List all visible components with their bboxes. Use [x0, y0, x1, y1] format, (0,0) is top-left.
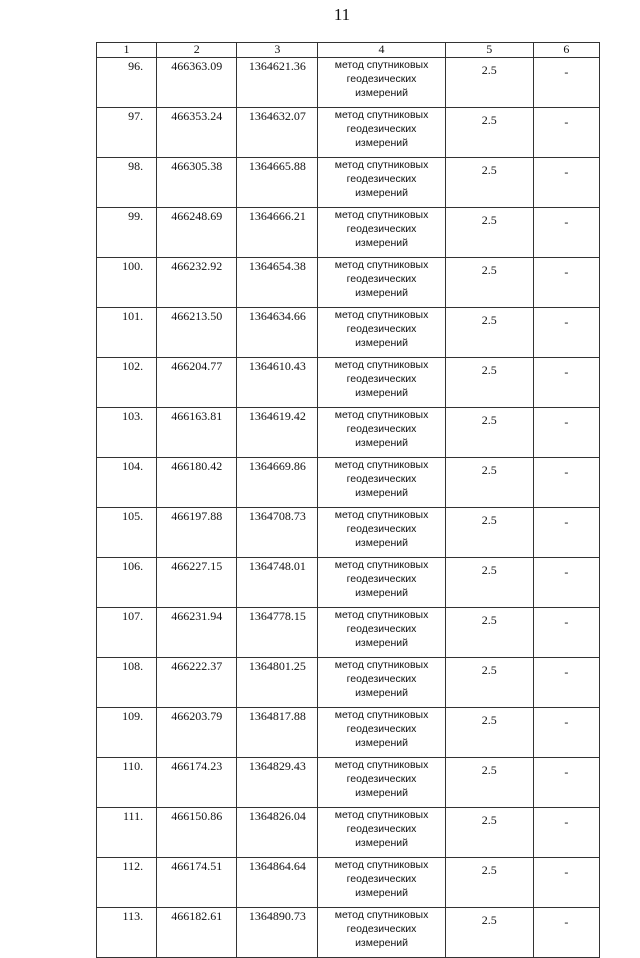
x-coordinate-cell: 466174.23 — [157, 758, 237, 808]
note-cell: - — [533, 58, 599, 108]
accuracy-cell: 2.5 — [445, 458, 533, 508]
x-coordinate-cell: 466163.81 — [157, 408, 237, 458]
accuracy-cell: 2.5 — [445, 858, 533, 908]
table-body — [97, 58, 600, 958]
table-row — [97, 358, 600, 408]
point-number-cell: 113. — [97, 908, 157, 958]
point-number-cell: 108. — [97, 658, 157, 708]
method-cell — [318, 308, 445, 358]
point-number-cell: 106. — [97, 558, 157, 608]
method-line: измерений — [355, 337, 409, 349]
method-line: метод спутниковых — [334, 859, 429, 871]
point-number-cell: 105. — [97, 508, 157, 558]
method-cell — [318, 58, 445, 108]
point-number-cell: 107. — [97, 608, 157, 658]
point-number-cell: 101. — [97, 308, 157, 358]
y-coordinate-cell: 1364666.21 — [237, 208, 318, 258]
method-cell — [318, 358, 445, 408]
page-number: 11 — [333, 5, 351, 24]
point-number-cell: 103. — [97, 408, 157, 458]
method-line: геодезических — [346, 373, 417, 385]
note-cell: - — [533, 158, 599, 208]
method-line: измерений — [355, 237, 409, 249]
x-coordinate-cell: 466203.79 — [157, 708, 237, 758]
accuracy-cell: 2.5 — [445, 708, 533, 758]
point-number-cell: 99. — [97, 208, 157, 258]
table-row — [97, 308, 600, 358]
y-coordinate-cell: 1364669.86 — [237, 458, 318, 508]
y-coordinate-cell: 1364778.15 — [237, 608, 318, 658]
header-col-6: 6 — [533, 43, 599, 58]
table-row — [97, 558, 600, 608]
method-line: метод спутниковых — [334, 59, 429, 71]
method-line: измерений — [355, 537, 409, 549]
header-col-2: 2 — [157, 43, 237, 58]
header-col-3: 3 — [237, 43, 318, 58]
method-line: метод спутниковых — [334, 409, 429, 421]
method-line: геодезических — [346, 823, 417, 835]
table-row — [97, 508, 600, 558]
note-cell: - — [533, 908, 599, 958]
y-coordinate-cell: 1364801.25 — [237, 658, 318, 708]
method-cell — [318, 158, 445, 208]
table-row — [97, 608, 600, 658]
method-line: метод спутниковых — [334, 659, 429, 671]
method-line: измерений — [355, 287, 409, 299]
method-cell — [318, 908, 445, 958]
table-header — [97, 43, 600, 58]
note-cell: - — [533, 708, 599, 758]
table-row — [97, 758, 600, 808]
accuracy-cell: 2.5 — [445, 658, 533, 708]
table-row — [97, 58, 600, 108]
point-number-cell: 111. — [97, 808, 157, 858]
method-line: геодезических — [346, 923, 417, 935]
point-number-cell: 112. — [97, 858, 157, 908]
method-line: измерений — [355, 137, 409, 149]
method-line: метод спутниковых — [334, 809, 429, 821]
point-number-cell: 110. — [97, 758, 157, 808]
method-line: измерений — [355, 887, 409, 899]
y-coordinate-cell: 1364817.88 — [237, 708, 318, 758]
y-coordinate-cell: 1364864.64 — [237, 858, 318, 908]
method-line: измерений — [355, 87, 409, 99]
accuracy-cell: 2.5 — [445, 508, 533, 558]
x-coordinate-cell: 466150.86 — [157, 808, 237, 858]
point-number-cell: 104. — [97, 458, 157, 508]
method-cell — [318, 758, 445, 808]
table-row — [97, 808, 600, 858]
note-cell: - — [533, 608, 599, 658]
accuracy-cell: 2.5 — [445, 58, 533, 108]
table-row — [97, 158, 600, 208]
x-coordinate-cell: 466204.77 — [157, 358, 237, 408]
method-line: метод спутниковых — [334, 509, 429, 521]
x-coordinate-cell: 466197.88 — [157, 508, 237, 558]
y-coordinate-cell: 1364748.01 — [237, 558, 318, 608]
method-cell — [318, 608, 445, 658]
y-coordinate-cell: 1364829.43 — [237, 758, 318, 808]
table-row — [97, 658, 600, 708]
method-cell — [318, 808, 445, 858]
method-line: геодезических — [346, 423, 417, 435]
accuracy-cell: 2.5 — [445, 408, 533, 458]
note-cell: - — [533, 208, 599, 258]
method-line: геодезических — [346, 523, 417, 535]
method-line: измерений — [355, 587, 409, 599]
accuracy-cell: 2.5 — [445, 908, 533, 958]
note-cell: - — [533, 458, 599, 508]
x-coordinate-cell: 466227.15 — [157, 558, 237, 608]
method-line: измерений — [355, 187, 409, 199]
method-cell — [318, 258, 445, 308]
y-coordinate-cell: 1364619.42 — [237, 408, 318, 458]
method-line: метод спутниковых — [334, 309, 429, 321]
method-line: метод спутниковых — [334, 709, 429, 721]
method-line: метод спутниковых — [334, 359, 429, 371]
y-coordinate-cell: 1364632.07 — [237, 108, 318, 158]
note-cell: - — [533, 358, 599, 408]
y-coordinate-cell: 1364890.73 — [237, 908, 318, 958]
method-cell — [318, 558, 445, 608]
point-number-cell: 102. — [97, 358, 157, 408]
method-line: геодезических — [346, 723, 417, 735]
method-line: геодезических — [346, 173, 417, 185]
accuracy-cell: 2.5 — [445, 558, 533, 608]
header-col-4: 4 — [318, 43, 445, 58]
note-cell: - — [533, 808, 599, 858]
point-number-cell: 100. — [97, 258, 157, 308]
method-line: измерений — [355, 737, 409, 749]
x-coordinate-cell: 466222.37 — [157, 658, 237, 708]
x-coordinate-cell: 466353.24 — [157, 108, 237, 158]
table-row — [97, 708, 600, 758]
method-cell — [318, 408, 445, 458]
method-line: метод спутниковых — [334, 609, 429, 621]
method-line: измерений — [355, 637, 409, 649]
table-row — [97, 858, 600, 908]
method-line: измерений — [355, 787, 409, 799]
method-cell — [318, 708, 445, 758]
method-cell — [318, 508, 445, 558]
accuracy-cell: 2.5 — [445, 358, 533, 408]
method-line: геодезических — [346, 873, 417, 885]
accuracy-cell: 2.5 — [445, 308, 533, 358]
method-line: метод спутниковых — [334, 909, 429, 921]
y-coordinate-cell: 1364826.04 — [237, 808, 318, 858]
method-line: метод спутниковых — [334, 109, 429, 121]
x-coordinate-cell: 466248.69 — [157, 208, 237, 258]
method-line: геодезических — [346, 273, 417, 285]
note-cell: - — [533, 258, 599, 308]
table-row — [97, 408, 600, 458]
header-col-5: 5 — [445, 43, 533, 58]
note-cell: - — [533, 108, 599, 158]
method-line: геодезических — [346, 323, 417, 335]
accuracy-cell: 2.5 — [445, 608, 533, 658]
method-cell — [318, 208, 445, 258]
point-number-cell: 109. — [97, 708, 157, 758]
note-cell: - — [533, 558, 599, 608]
note-cell: - — [533, 308, 599, 358]
coordinates-table — [96, 42, 600, 958]
table-row — [97, 458, 600, 508]
x-coordinate-cell: 466232.92 — [157, 258, 237, 308]
table-row — [97, 108, 600, 158]
x-coordinate-cell: 466182.61 — [157, 908, 237, 958]
method-line: геодезических — [346, 123, 417, 135]
note-cell: - — [533, 658, 599, 708]
table-row — [97, 208, 600, 258]
note-cell: - — [533, 508, 599, 558]
method-cell — [318, 658, 445, 708]
method-line: геодезических — [346, 673, 417, 685]
point-number-cell: 97. — [97, 108, 157, 158]
method-line: геодезических — [346, 573, 417, 585]
y-coordinate-cell: 1364621.36 — [237, 58, 318, 108]
y-coordinate-cell: 1364654.38 — [237, 258, 318, 308]
accuracy-cell: 2.5 — [445, 208, 533, 258]
accuracy-cell: 2.5 — [445, 158, 533, 208]
method-line: геодезических — [346, 623, 417, 635]
method-line: геодезических — [346, 473, 417, 485]
accuracy-cell: 2.5 — [445, 108, 533, 158]
y-coordinate-cell: 1364665.88 — [237, 158, 318, 208]
method-line: метод спутниковых — [334, 459, 429, 471]
method-line: метод спутниковых — [334, 209, 429, 221]
method-line: метод спутниковых — [334, 759, 429, 771]
method-line: метод спутниковых — [334, 559, 429, 571]
x-coordinate-cell: 466231.94 — [157, 608, 237, 658]
x-coordinate-cell: 466180.42 — [157, 458, 237, 508]
method-line: измерений — [355, 687, 409, 699]
method-line: геодезических — [346, 223, 417, 235]
method-line: метод спутниковых — [334, 159, 429, 171]
method-line: геодезических — [346, 773, 417, 785]
method-cell — [318, 458, 445, 508]
method-line: измерений — [355, 387, 409, 399]
method-line: метод спутниковых — [334, 259, 429, 271]
method-line: измерений — [355, 937, 409, 949]
note-cell: - — [533, 758, 599, 808]
y-coordinate-cell: 1364634.66 — [237, 308, 318, 358]
accuracy-cell: 2.5 — [445, 758, 533, 808]
x-coordinate-cell: 466363.09 — [157, 58, 237, 108]
method-line: измерений — [355, 437, 409, 449]
y-coordinate-cell: 1364610.43 — [237, 358, 318, 408]
accuracy-cell: 2.5 — [445, 808, 533, 858]
method-line: геодезических — [346, 73, 417, 85]
header-row — [97, 43, 600, 58]
method-cell — [318, 858, 445, 908]
method-line: измерений — [355, 837, 409, 849]
note-cell: - — [533, 408, 599, 458]
table-row — [97, 908, 600, 958]
x-coordinate-cell: 466305.38 — [157, 158, 237, 208]
table-row — [97, 258, 600, 308]
y-coordinate-cell: 1364708.73 — [237, 508, 318, 558]
accuracy-cell: 2.5 — [445, 258, 533, 308]
note-cell: - — [533, 858, 599, 908]
point-number-cell: 98. — [97, 158, 157, 208]
method-line: измерений — [355, 487, 409, 499]
x-coordinate-cell: 466213.50 — [157, 308, 237, 358]
x-coordinate-cell: 466174.51 — [157, 858, 237, 908]
header-col-1: 1 — [97, 43, 157, 58]
method-cell — [318, 108, 445, 158]
point-number-cell: 96. — [97, 58, 157, 108]
